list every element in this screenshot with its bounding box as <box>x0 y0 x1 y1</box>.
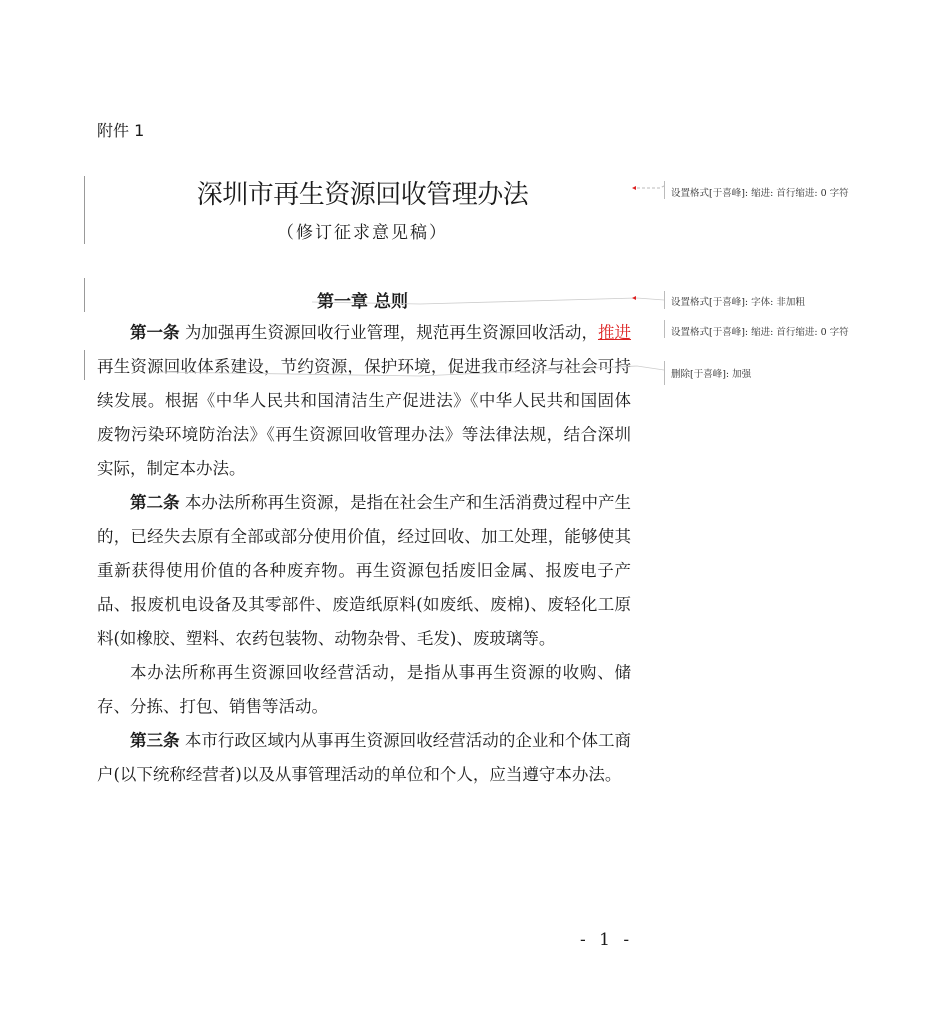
inserted-text[interactable]: 推进 <box>597 323 632 342</box>
comment-balloon-format-indent-2[interactable]: 设置格式[于喜峰]: 缩进: 首行缩进: 0 字符 <box>671 327 849 338</box>
article-1-text-cont: 再生资源回收体系建设，节约资源，保护环境，促进我市经济与社会可持续发展。根据《中华人民共和国清洁生产促进法》《中华人民共和国固体废物污染环境防治法》《再生资源回收管理办法》等法律法规，结合深圳实际，制定本办法。 <box>97 357 631 478</box>
article-2-label: 第二条 <box>130 493 180 512</box>
article-2-paragraph-2: 本办法所称再生资源回收经营活动，是指从事再生资源的收购、储存、分拣、打包、销售等活动。 <box>97 663 631 716</box>
balloon-border <box>664 291 665 309</box>
revision-marker <box>632 296 636 300</box>
article-1-label: 第一条 <box>130 323 180 342</box>
article-1-text: 为加强再生资源回收行业管理，规范再生资源回收活动， <box>184 323 598 342</box>
comment-balloon-format-font[interactable]: 设置格式[于喜峰]: 字体: 非加粗 <box>671 297 805 308</box>
balloon-border <box>664 181 665 199</box>
revision-marker <box>632 186 636 190</box>
chapter-heading: 第一章 总则 <box>317 292 408 312</box>
balloon-border <box>664 361 665 385</box>
article-3-label: 第三条 <box>130 731 180 750</box>
article-2-text: 本办法所称再生资源，是指在社会生产和生活消费过程中产生的，已经失去原有全部或部分使用价值，经过回收、加工处理，能够使其重新获得使用价值的各种废弃物。再生资源包括废旧金属、报废电子产品、报废机电设备及其零部件、废造纸原料(如废纸、废棉)、废轻化工原料(如橡胶、塑料、农药包装物、动物杂骨、毛发)、废玻璃等。 <box>97 493 632 648</box>
comment-balloon-deletion[interactable]: 删除[于喜峰]: 加强 <box>671 369 752 380</box>
attachment-label: 附件 1 <box>97 121 145 140</box>
document-title: 深圳市再生资源回收管理办法 <box>196 180 529 210</box>
document-subtitle: （修订征求意见稿） <box>277 223 448 243</box>
page-number: - 1 - <box>580 930 634 950</box>
article-3-text: 本市行政区域内从事再生资源回收经营活动的企业和个体工商户(以下统称经营者)以及从事管理活动的单位和个人，应当遵守本办法。 <box>97 731 632 784</box>
balloon-border <box>664 320 665 338</box>
comment-balloon-format-indent[interactable]: 设置格式[于喜峰]: 缩进: 首行缩进: 0 字符 <box>671 188 849 199</box>
